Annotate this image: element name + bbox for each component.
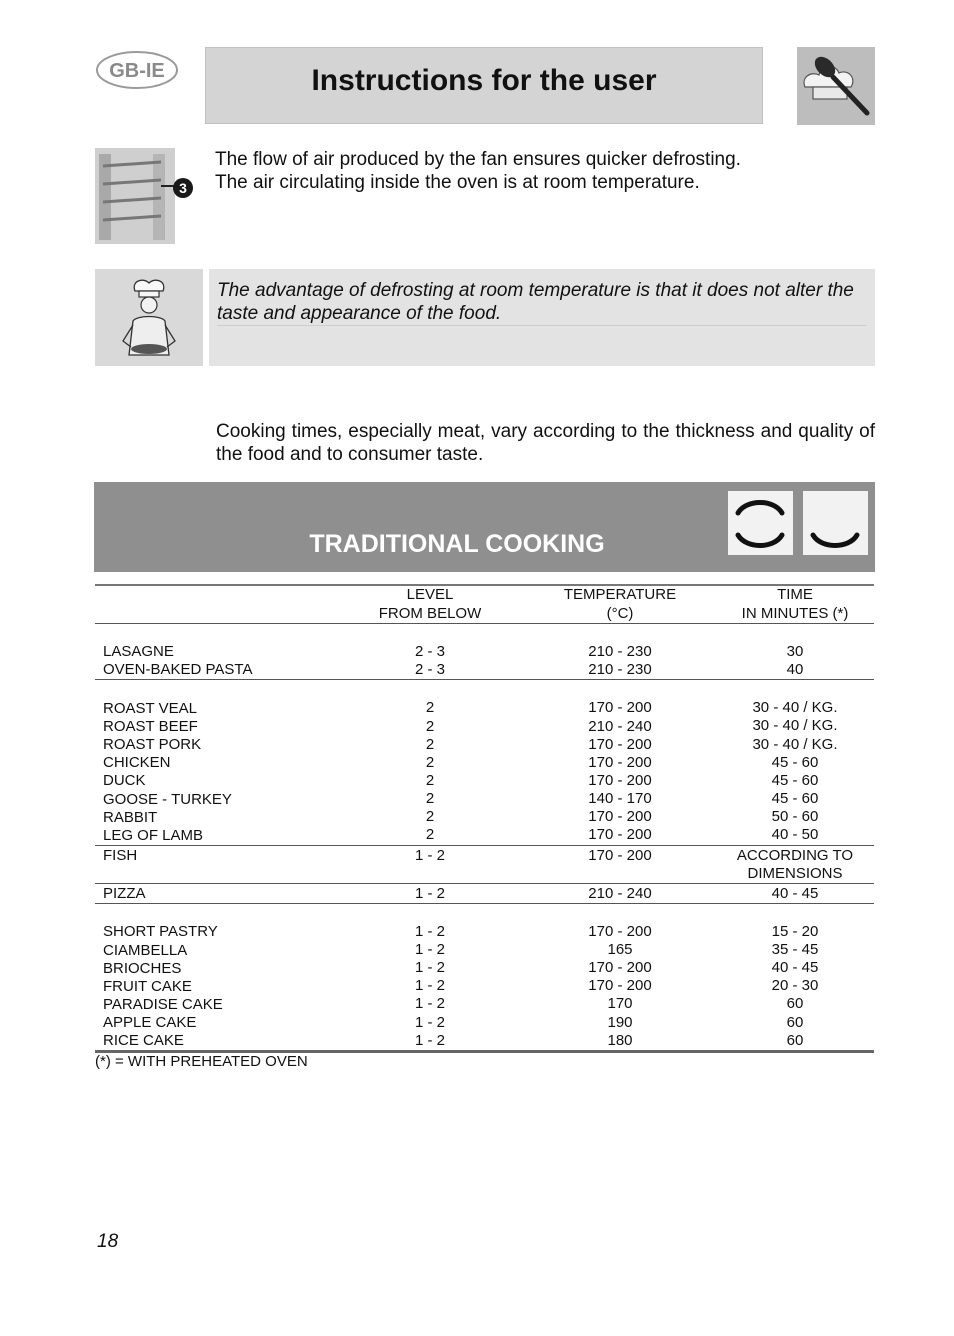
table-row-time: 60 (786, 995, 804, 1012)
table-row-temp: 170 - 200 (588, 699, 652, 716)
table-row-food: PIZZA (103, 885, 146, 902)
table-row-food: SHORT PASTRY (103, 923, 218, 940)
table-row-level: 1 - 2 (414, 847, 445, 864)
table-row-time: 35 - 45 (771, 941, 819, 958)
title-bar (205, 47, 763, 124)
table-row-time: 30 - 40 / KG. (752, 717, 838, 734)
table-row-level: 2 (425, 772, 435, 789)
table-row-food: PARADISE CAKE (103, 996, 223, 1013)
note-box (209, 269, 875, 366)
table-row-temp: 210 - 230 (588, 643, 652, 660)
table-row-time: 40 - 50 (771, 826, 819, 843)
table-row-temp: 170 - 200 (588, 959, 652, 976)
table-row-temp: 180 (607, 1032, 633, 1049)
table-row-temp: 170 - 200 (588, 923, 652, 940)
group-rule (95, 883, 874, 884)
table-row-time: 40 - 45 (771, 885, 819, 902)
table-row-time: ACCORDING TO (736, 847, 854, 864)
table-row-level: 1 - 2 (414, 941, 445, 958)
header-time-line1: TIME (777, 586, 813, 603)
header-level-line2: FROM BELOW (378, 605, 482, 622)
section-banner (94, 482, 875, 572)
table-row-time: 40 - 45 (771, 959, 819, 976)
logo-text: GB-IE (109, 60, 165, 82)
table-row-time: 40 (786, 661, 804, 678)
table-row-temp: 170 - 200 (588, 808, 652, 825)
table-row-level: 2 (425, 736, 435, 753)
note-text: The advantage of defrosting at room temperature is that it does not alter the taste and appearance of the food. (217, 280, 854, 324)
table-row-level: 2 - 3 (414, 661, 445, 678)
group-rule (95, 679, 874, 680)
rack-level-number: 3 (179, 180, 187, 196)
table-row-time: 45 - 60 (771, 754, 819, 771)
table-row-level: 1 - 2 (414, 995, 445, 1012)
table-row-temp: 210 - 240 (588, 885, 652, 902)
table-row-temp: 170 - 200 (588, 826, 652, 843)
group-rule (95, 845, 874, 846)
table-row-food: OVEN-BAKED PASTA (103, 661, 253, 678)
intro-line-2: The air circulating inside the oven is at room temperature. (215, 172, 700, 193)
table-row-temp: 210 - 240 (588, 718, 652, 735)
table-row-time: 30 - 40 / KG. (752, 699, 838, 716)
table-row-food: GOOSE - TURKEY (103, 791, 232, 808)
table-row-temp: 170 - 200 (588, 736, 652, 753)
table-row-food: FRUIT CAKE (103, 978, 192, 995)
cooking-note: Cooking times, especially meat, vary according to the thickness and quality of the food and to consumer taste. (216, 421, 875, 465)
table-row-food: BRIOCHES (103, 960, 182, 977)
table-row-food: RABBIT (103, 809, 158, 826)
table-row-temp: 210 - 230 (588, 661, 652, 678)
table-row-level: 2 - 3 (414, 643, 445, 660)
table-row-level: 2 (425, 699, 435, 716)
table-row-level: 1 - 2 (414, 1032, 445, 1049)
oven-rack-icon (95, 148, 195, 244)
top-bottom-heating-icon (728, 491, 793, 555)
table-row-level: 2 (425, 826, 435, 843)
table-row-food: FISH (103, 847, 138, 864)
table-row-temp: 170 - 200 (588, 754, 652, 771)
table-row-food: CHICKEN (103, 754, 171, 771)
header-rule (95, 623, 874, 624)
chef-icon (95, 269, 203, 366)
table-row-food: CIAMBELLA (103, 942, 188, 959)
table-row-level: 2 (425, 808, 435, 825)
footnote: (*) = WITH PREHEATED OVEN (95, 1053, 308, 1070)
table-row-level: 1 - 2 (414, 977, 445, 994)
table-row-level: 2 (425, 790, 435, 807)
table-row-level: 1 - 2 (414, 923, 445, 940)
section-title: TRADITIONAL COOKING (309, 530, 605, 558)
brand-logo (95, 50, 179, 90)
table-row-time: 45 - 60 (771, 790, 819, 807)
header-temp-line2: (°C) (606, 605, 634, 622)
table-row-food: DUCK (103, 772, 146, 789)
table-row-level: 2 (425, 754, 435, 771)
group-rule (95, 903, 874, 904)
table-row-temp: 170 - 200 (588, 977, 652, 994)
divider (217, 325, 867, 326)
table-row-time: 30 (786, 643, 804, 660)
table-row-time: 60 (786, 1014, 804, 1031)
table-row-temp: 140 - 170 (588, 790, 652, 807)
header-level-line1: LEVEL (406, 586, 454, 603)
header-temp-line1: TEMPERATURE (563, 586, 677, 603)
table-row-temp: 190 (607, 1014, 633, 1031)
bottom-heating-icon (803, 491, 868, 555)
table-row-food: APPLE CAKE (103, 1014, 197, 1031)
page-number: 18 (97, 1231, 119, 1252)
table-row-temp: 170 - 200 (588, 772, 652, 789)
table-row-temp: 165 (607, 941, 633, 958)
table-row-time-line2: DIMENSIONS (747, 865, 843, 882)
table-row-food: LASAGNE (103, 643, 174, 660)
table-row-time: 20 - 30 (771, 977, 819, 994)
table-row-temp: 170 (607, 995, 633, 1012)
intro-line-1: The flow of air produced by the fan ensures quicker defrosting. (215, 149, 741, 170)
table-row-food: RICE CAKE (103, 1032, 184, 1049)
table-row-temp: 170 - 200 (588, 847, 652, 864)
table-row-level: 2 (425, 718, 435, 735)
header-time-line2: IN MINUTES (*) (741, 605, 849, 622)
table-row-food: ROAST BEEF (103, 718, 198, 735)
table-row-time: 30 - 40 / KG. (752, 736, 838, 753)
table-row-time: 50 - 60 (771, 808, 819, 825)
table-row-level: 1 - 2 (414, 959, 445, 976)
table-row-time: 15 - 20 (771, 923, 819, 940)
chef-hat-spoon-icon (797, 47, 875, 125)
table-row-time: 60 (786, 1032, 804, 1049)
table-row-food: LEG OF LAMB (103, 827, 204, 844)
table-row-time: 45 - 60 (771, 772, 819, 789)
page-title: Instructions for the user (311, 64, 657, 97)
table-row-food: ROAST VEAL (103, 700, 197, 717)
table-row-food: ROAST PORK (103, 736, 202, 753)
table-row-level: 1 - 2 (414, 1014, 445, 1031)
table-row-level: 1 - 2 (414, 885, 445, 902)
